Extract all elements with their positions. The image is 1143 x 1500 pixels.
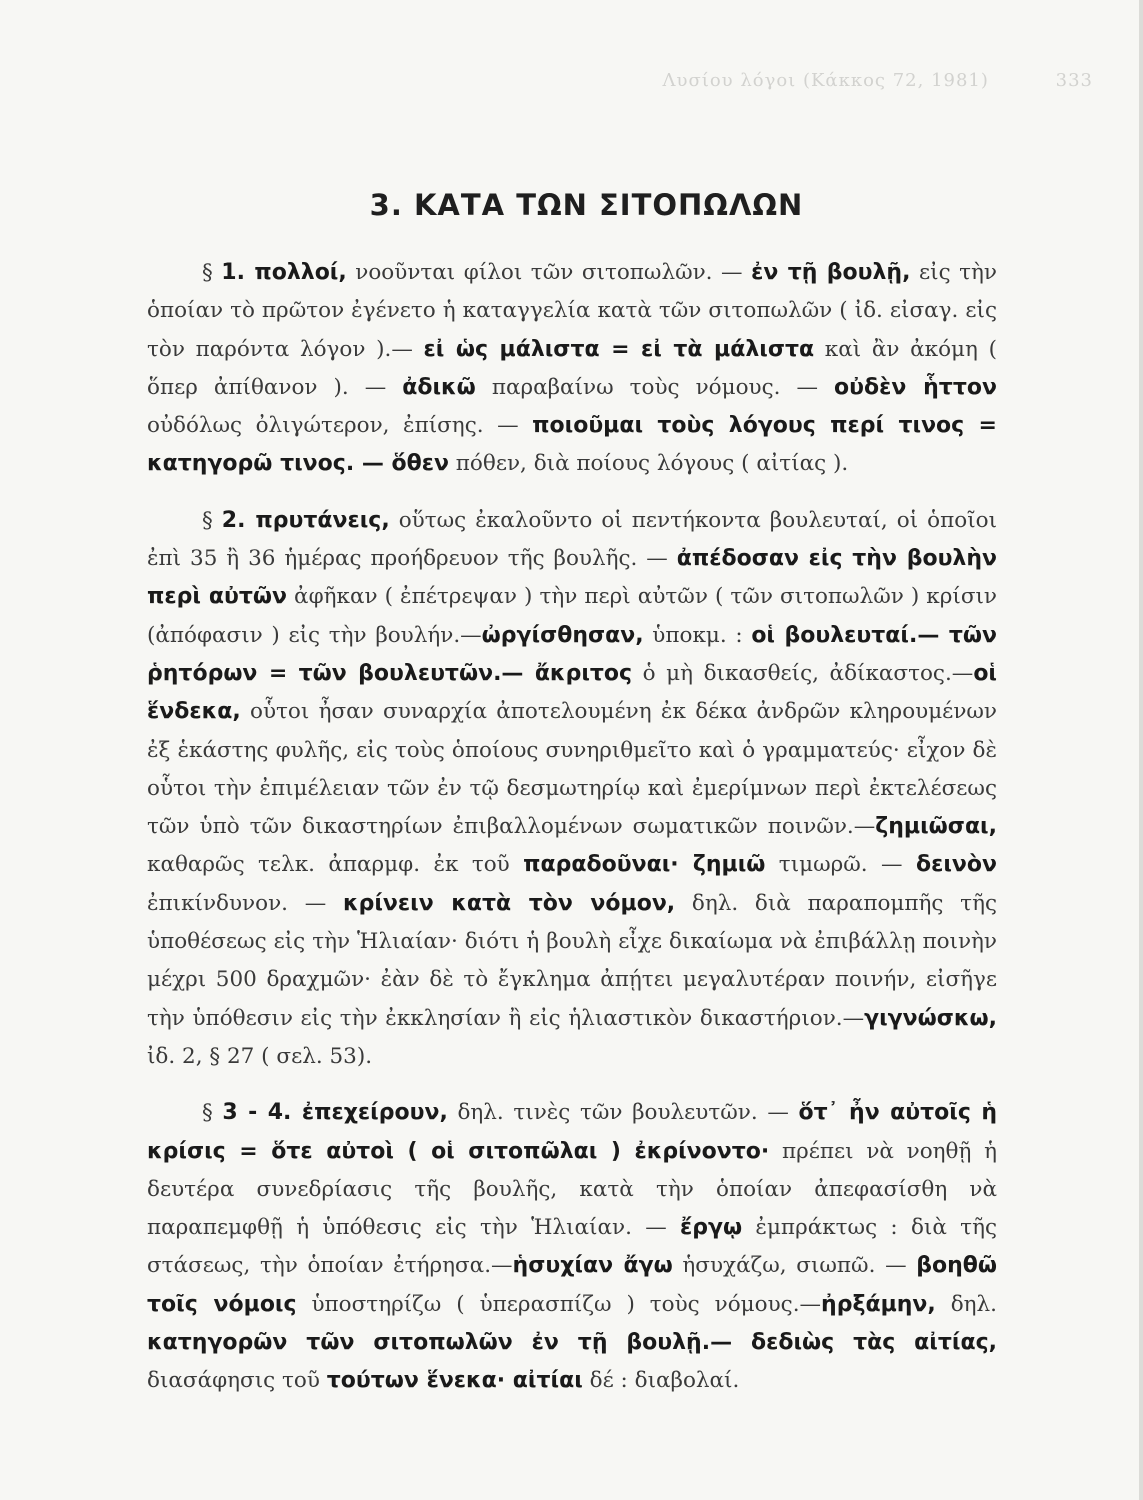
- bold-term: ἐν τῇ βουλῇ,: [751, 260, 911, 285]
- page-number: 333: [1055, 70, 1093, 91]
- bold-term: ἀπέδοσαν εἰς τὴν βουλὴν περὶ αὐτῶν: [147, 546, 997, 610]
- text-segment: καθαρῶς τελκ. ἀπαρμφ. ἐκ τοῦ: [147, 852, 524, 878]
- text-segment: πόθεν, διὰ ποίους λόγους ( αἰτίας ).: [448, 451, 849, 477]
- running-head: [663, 70, 1093, 91]
- text-segment: §: [202, 260, 222, 285]
- commentary-body: [147, 254, 997, 1419]
- text-segment: ἐπικίνδυνον. —: [147, 890, 343, 916]
- page-edge: [1139, 0, 1143, 1500]
- bold-term: ἀδικῶ: [402, 374, 476, 400]
- text-segment: τιμωρῶ. —: [765, 852, 916, 878]
- bold-term: οἱ βουλευταί.— τῶν ῥητόρων = τῶν βουλευτῶν.— ἄκριτος: [147, 622, 997, 686]
- bold-term: εἰ ὡς μάλιστα = εἰ τὰ μάλιστα: [423, 336, 815, 362]
- bold-term: ἡσυχίαν ἄγω: [512, 1253, 673, 1279]
- text-segment: ἡσυχάζω, σιωπῶ. —: [672, 1253, 917, 1279]
- bold-term: ζημιῶσαι,: [875, 814, 997, 840]
- text-segment: καὶ ἂν ἀκόμη ( ὅπερ ἀπίθανον ). —: [147, 336, 997, 400]
- text-segment: οὕτως ἐκαλοῦντο οἱ πεντήκοντα βουλευταί, οἱ ὁποῖοι ἐπὶ 35 ἢ 36 ἡμέρας προήδρευον τῆς βουλῆς. —: [147, 507, 998, 572]
- text-segment: δηλ. τινὲς τῶν βουλευτῶν. —: [447, 1100, 799, 1126]
- bold-term: 2. πρυτάνεις,: [221, 507, 390, 533]
- running-head-text: Λυσίου λόγοι (Κάκκος 72, 1981): [662, 70, 989, 91]
- bold-term: ὅτ᾽ ἦν αὐτοῖς ἡ κρίσις = ὅτε αὐτοὶ ( οἱ σιτοπῶλαι ) ἐκρίνοντο·: [147, 1100, 998, 1164]
- text-segment: εἰς τὴν ὁποίαν τὸ πρῶτον ἐγένετο ἡ καταγγελία κατὰ τῶν σιτοπωλῶν ( ἰδ. εἰσαγ. εἰς τὸν παρόντα λόγον ).—: [147, 260, 997, 362]
- bold-term: βοηθῶ τοῖς νόμοις: [147, 1253, 997, 1317]
- bold-term: τούτων ἕνεκα· αἰτίαι: [326, 1368, 583, 1394]
- paragraph-2: [147, 502, 997, 1076]
- text-segment: ἰδ. 2, § 27 ( σελ. 53).: [147, 1043, 373, 1069]
- bold-term: ὠργίσθησαν,: [481, 622, 644, 648]
- text-segment: δηλ.: [935, 1291, 997, 1317]
- text-segment: οὐδόλως ὀλιγώτερον, ἐπίσης. —: [147, 413, 533, 439]
- bold-term: παραδοῦναι· ζημιῶ: [523, 852, 766, 878]
- text-segment: ὑποστηρίζω ( ὑπερασπίζω ) τοὺς νόμους.—: [296, 1291, 822, 1317]
- text-segment: §: [202, 507, 222, 533]
- chapter-title: 3. ΚΑΤΑ ΤΩΝ ΣΙΤΟΠΩΛΩΝ: [369, 188, 804, 222]
- text-segment: δηλ. διὰ παραπομπῆς τῆς ὑποθέσεως εἰς τὴν Ἡλιαίαν· διότι ἡ βουλὴ εἶχε δικαίωμα νὰ ἐπιβάλλῃ ποινὴν μέχρι 500 δραχμῶν· ἐὰν δὲ τὸ ἔγκλημα ἀπῄτει μεγαλυτέραν ποινήν, εἰσῆγε τὴν ὑπόθεσιν εἰς τὴν ἐκκλησίαν ἢ εἰς ἡλιαστικὸν δικαστήριον.—: [147, 890, 998, 1031]
- paragraph-3: [147, 1094, 997, 1400]
- bold-term: οἱ ἕνδεκα,: [147, 660, 997, 725]
- text-segment: οὗτοι ἦσαν συναρχία ἀποτελουμένη ἐκ δέκα ἀνδρῶν κληρουμένων ἐξ ἑκάστης φυλῆς, εἰς τοὺς ὁποίους συνηριθμεῖτο καὶ ὁ γραμματεύς· εἶχον δὲ οὗτοι τὴν ἐπιμέλειαν τῶν ἐν τῷ δεσμωτηρίῳ καὶ ἐμερίμνων περὶ ἐκτελέσεως τῶν ὑπὸ τῶν δικαστηρίων ἐπιβαλλομένων σωματικῶν ποινῶν.—: [147, 699, 997, 840]
- text-segment: διασάφησις τοῦ: [147, 1368, 327, 1394]
- bold-term: ἠρξάμην,: [821, 1291, 936, 1317]
- bold-term: γιγνώσκω,: [864, 1005, 997, 1031]
- bold-term: 1. πολλοί,: [221, 260, 347, 285]
- bold-term: κατηγορῶν τῶν σιτοπωλῶν ἐν τῇ βουλῇ.— δεδιὼς τὰς αἰτίας,: [147, 1330, 997, 1356]
- bold-term: ποιοῦμαι τοὺς λόγους περί τινος = κατηγορῶ τινος. — ὅθεν: [147, 413, 997, 477]
- bold-term: 3 - 4. ἐπεχείρουν,: [222, 1100, 448, 1126]
- text-segment: ἐμπράκτως : διὰ τῆς στάσεως, τὴν ὁποίαν ἐτήρησα.—: [147, 1215, 997, 1279]
- text-segment: νοοῦνται φίλοι τῶν σιτοπωλῶν. —: [346, 260, 752, 285]
- bold-term: κρίνειν κατὰ τὸν νόμον,: [342, 890, 676, 916]
- text-segment: παραβαίνω τοὺς νόμους. —: [475, 374, 834, 400]
- text-segment: ὁ μὴ δικασθείς, ἀδίκαστος.—: [632, 660, 974, 686]
- bold-term: ἔργῳ: [680, 1215, 743, 1241]
- paragraph-1: [147, 254, 997, 484]
- bold-term: οὐδὲν ἧττον: [833, 374, 997, 400]
- bold-term: δεινὸν: [915, 852, 997, 878]
- text-segment: §: [202, 1100, 223, 1126]
- text-segment: ἀφῆκαν ( ἐπέτρεψαν ) τὴν περὶ αὐτῶν ( τῶν σιτοπωλῶν ) κρίσιν (ἀπόφασιν ) εἰς τὴν βουλήν.—: [147, 584, 997, 648]
- text-segment: δέ : διαβολαί.: [582, 1368, 740, 1394]
- text-segment: ὑποκμ. :: [643, 622, 752, 648]
- text-segment: πρέπει νὰ νοηθῇ ἡ δευτέρα συνεδρίασις τῆς βουλῆς, κατὰ τὴν ὁποίαν ἀπεφασίσθη νὰ παραπεμφθῇ ἡ ὑπόθεσις εἰς τὴν Ἡλιαίαν. —: [147, 1138, 997, 1241]
